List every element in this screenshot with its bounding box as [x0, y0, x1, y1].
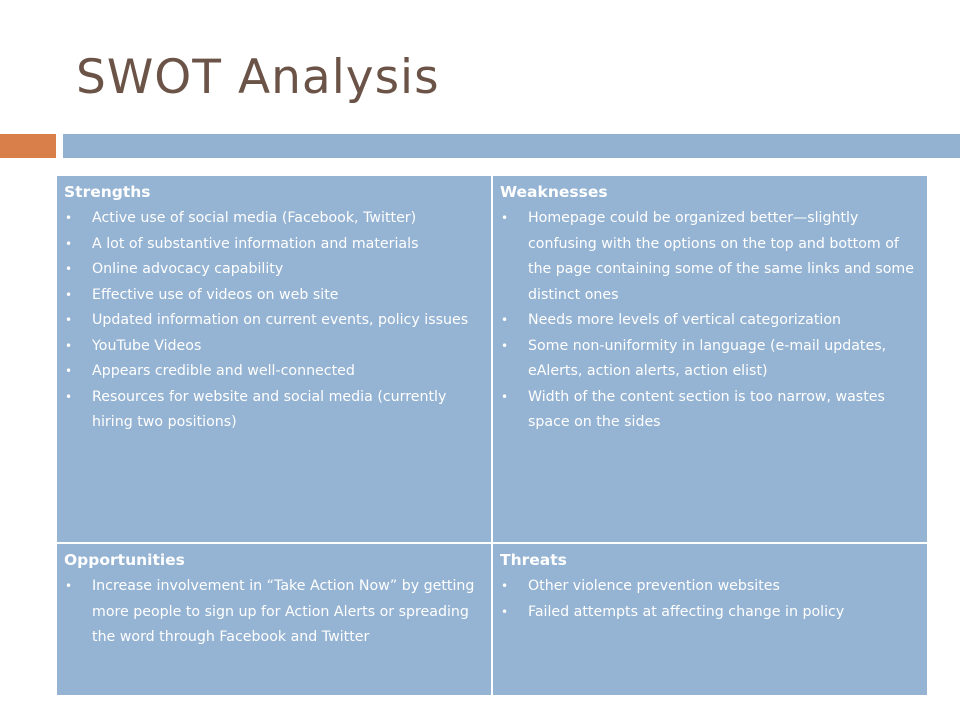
bullet-dot-icon: •	[65, 313, 73, 327]
bullet-text: Online advocacy capability	[92, 261, 284, 277]
bullet-item	[500, 308, 919, 334]
bullet-item	[64, 385, 483, 436]
bullet-text: Appears credible and well-connected	[92, 363, 355, 379]
weaknesses-list	[500, 206, 919, 436]
bullet-item	[500, 206, 919, 308]
bullet-text: Some non-uniformity in language (e-mail updates, eAlerts, action alerts, action elist)	[528, 337, 887, 379]
bullet-dot-icon: •	[501, 338, 509, 353]
bullet-item	[500, 385, 919, 436]
strengths-list	[64, 206, 483, 436]
bullet-item	[64, 206, 483, 232]
bullet-item	[64, 232, 483, 258]
threats-cell	[492, 543, 928, 696]
bullet-text: Active use of social media (Facebook, Twitter)	[92, 210, 417, 226]
strengths-heading: Strengths	[64, 183, 151, 201]
bullet-dot-icon: •	[501, 389, 509, 404]
bullet-dot-icon: •	[65, 287, 73, 302]
bullet-text: Failed attempts at affecting change in policy	[528, 603, 845, 620]
bullet-item	[64, 334, 483, 360]
opportunities-cell	[56, 543, 492, 696]
bullet-dot-icon: •	[501, 313, 509, 327]
bullet-text: Needs more levels of vertical categorization	[528, 312, 842, 328]
bullet-text: Resources for website and social media (currently hiring two positions)	[92, 388, 447, 430]
bullet-item	[500, 600, 919, 626]
opportunities-list	[64, 574, 483, 651]
opportunities-heading: Opportunities	[64, 551, 185, 569]
weaknesses-cell	[492, 175, 928, 543]
threats-list	[500, 574, 919, 625]
bullet-dot-icon: •	[501, 604, 509, 619]
bullet-dot-icon: •	[501, 579, 509, 593]
bullet-dot-icon: •	[65, 338, 73, 353]
bullet-item	[500, 334, 919, 385]
bullet-text: A lot of substantive information and materials	[92, 235, 419, 252]
bullet-text: YouTube Videos	[92, 337, 202, 354]
bullet-item	[64, 359, 483, 385]
bullet-dot-icon: •	[65, 389, 73, 404]
bullet-dot-icon: •	[501, 211, 509, 225]
bullet-item	[500, 574, 919, 600]
bullet-item	[64, 283, 483, 309]
strengths-cell	[56, 175, 492, 543]
bullet-dot-icon: •	[65, 236, 73, 251]
bullet-item	[64, 308, 483, 334]
bullet-dot-icon: •	[65, 211, 73, 225]
bullet-text: Homepage could be organized better—slightly confusing with the options on the top and bottom of the page containing some of the same links and some distinct ones	[528, 210, 914, 303]
bullet-dot-icon: •	[65, 579, 73, 593]
bullet-text: Increase involvement in “Take Action Now” by getting more people to sign up for Action Alerts or spreading the word through Facebook and Twitter	[92, 578, 475, 645]
bullet-text: Effective use of videos on web site	[92, 286, 339, 303]
bullet-dot-icon: •	[65, 364, 73, 378]
bullet-text: Width of the content section is too narrow, wastes space on the sides	[528, 388, 885, 430]
weaknesses-heading: Weaknesses	[500, 183, 608, 201]
threats-heading: Threats	[500, 551, 567, 569]
bullet-item	[64, 257, 483, 283]
bullet-text: Other violence prevention websites	[528, 578, 780, 594]
slide-title: SWOT Analysis	[76, 50, 440, 105]
bullet-item	[64, 574, 483, 651]
accent-bar	[0, 134, 56, 158]
title-underline-bar	[63, 134, 960, 158]
swot-table	[56, 175, 928, 696]
bullet-dot-icon: •	[65, 262, 73, 276]
bullet-text: Updated information on current events, policy issues	[92, 312, 469, 328]
